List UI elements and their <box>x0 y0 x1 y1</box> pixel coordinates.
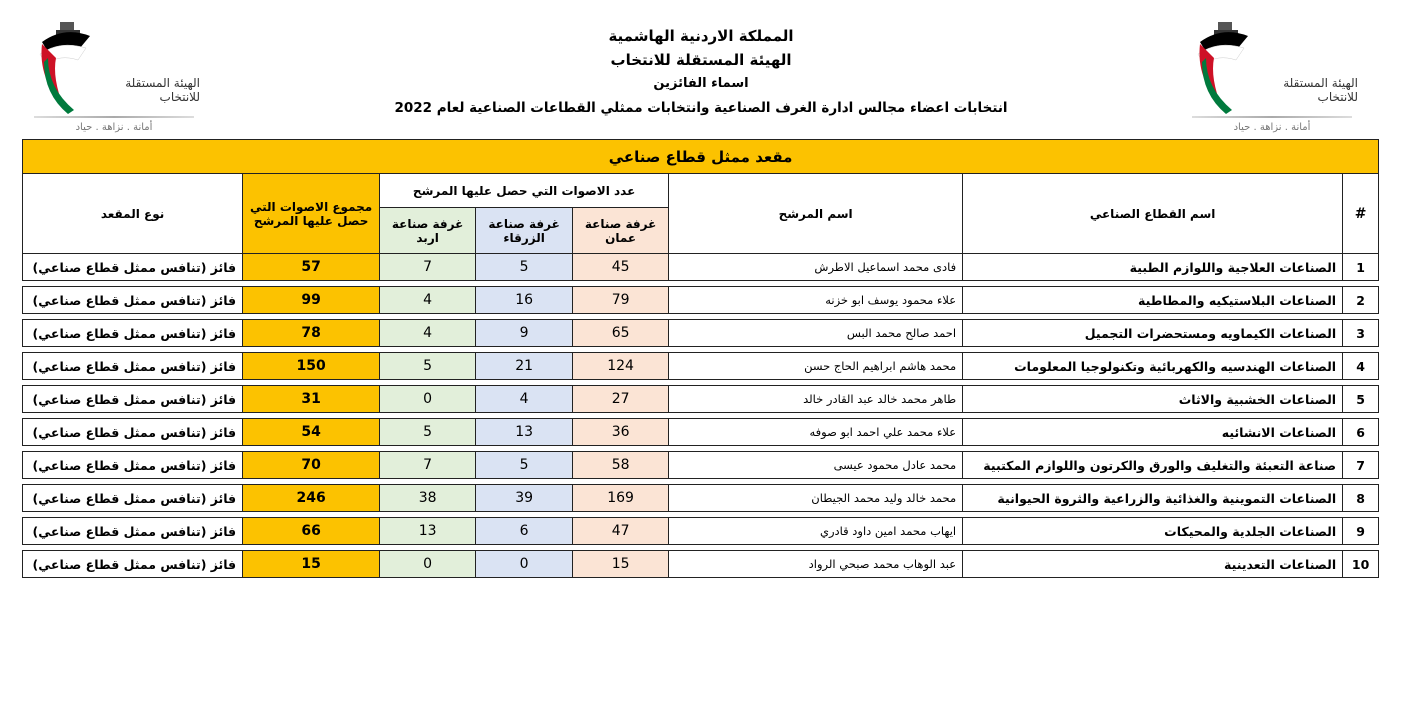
row-number: 2 <box>1343 287 1379 314</box>
row-number: 10 <box>1343 551 1379 578</box>
candidate-name: احمد صالح محمد البس <box>669 320 963 347</box>
votes-total: 15 <box>243 551 380 578</box>
table-row <box>23 254 1379 281</box>
logo-divider <box>1192 116 1352 118</box>
header-titles <box>300 24 1102 120</box>
row-number: 8 <box>1343 485 1379 512</box>
commission-title: الهيئة المستقلة للانتخاب <box>610 51 792 69</box>
seat-type: فائز (تنافس ممثل قطاع صناعي) <box>23 353 243 380</box>
votes-amman: 27 <box>573 386 669 413</box>
votes-zarqa: 5 <box>476 254 573 281</box>
votes-zarqa: 21 <box>476 353 573 380</box>
table-row <box>23 485 1379 512</box>
table-row <box>23 287 1379 314</box>
col-header-seat-type: نوع المقعد <box>23 174 243 254</box>
votes-zarqa: 39 <box>476 485 573 512</box>
candidate-name: عبد الوهاب محمد صبحي الرواد <box>669 551 963 578</box>
votes-total: 57 <box>243 254 380 281</box>
table-row <box>23 386 1379 413</box>
table-row <box>23 551 1379 578</box>
seat-type: فائز (تنافس ممثل قطاع صناعي) <box>23 551 243 578</box>
votes-total: 66 <box>243 518 380 545</box>
votes-irbid: 5 <box>380 353 476 380</box>
logo-org-name: الهيئة المستقلة للانتخاب <box>1283 76 1358 104</box>
votes-amman: 15 <box>573 551 669 578</box>
table-banner-row <box>23 140 1379 174</box>
candidate-name: فادى محمد اسماعيل الاطرش <box>669 254 963 281</box>
col-header-amman: غرفة صناعة عمان <box>573 208 669 254</box>
col-header-total: مجموع الاصوات التي حصل عليها المرشح <box>243 174 380 254</box>
logo-tagline: أمانة . نزاهة . حياد <box>1233 122 1311 133</box>
candidate-name: محمد خالد وليد محمد الجيطان <box>669 485 963 512</box>
votes-amman: 65 <box>573 320 669 347</box>
seat-banner: مقعد ممثل قطاع صناعي <box>23 140 1379 174</box>
table-row <box>23 518 1379 545</box>
votes-irbid: 4 <box>380 287 476 314</box>
sector-name: الصناعات التعدينية <box>963 551 1343 578</box>
votes-amman: 124 <box>573 353 669 380</box>
votes-zarqa: 9 <box>476 320 573 347</box>
votes-irbid: 0 <box>380 386 476 413</box>
sector-name: الصناعات الخشبية والاثاث <box>963 386 1343 413</box>
votes-irbid: 38 <box>380 485 476 512</box>
votes-zarqa: 5 <box>476 452 573 479</box>
candidate-name: علاء محمد علي احمد ابو صوفه <box>669 419 963 446</box>
results-table <box>22 139 1379 578</box>
votes-amman: 47 <box>573 518 669 545</box>
seat-type: فائز (تنافس ممثل قطاع صناعي) <box>23 419 243 446</box>
votes-zarqa: 16 <box>476 287 573 314</box>
candidate-name: محمد هاشم ابراهيم الحاج حسن <box>669 353 963 380</box>
votes-irbid: 7 <box>380 254 476 281</box>
candidate-name: علاء محمود يوسف ابو خزنه <box>669 287 963 314</box>
table-row <box>23 320 1379 347</box>
table-header-row <box>23 174 1379 208</box>
votes-total: 54 <box>243 419 380 446</box>
candidate-name: محمد عادل محمود عيسى <box>669 452 963 479</box>
sector-name: الصناعات الهندسيه والكهربائية وتكنولوجيا المعلومات <box>963 353 1343 380</box>
logo-org-name: الهيئة المستقلة للانتخاب <box>125 76 200 104</box>
row-number: 5 <box>1343 386 1379 413</box>
votes-total: 31 <box>243 386 380 413</box>
seat-type: فائز (تنافس ممثل قطاع صناعي) <box>23 386 243 413</box>
sector-name: الصناعات الانشائيه <box>963 419 1343 446</box>
seat-type: فائز (تنافس ممثل قطاع صناعي) <box>23 518 243 545</box>
col-header-votes-group: عدد الاصوات التي حصل عليها المرشح <box>380 174 669 208</box>
col-header-candidate: اسم المرشح <box>669 174 963 254</box>
candidate-name: ايهاب محمد امين داود قادري <box>669 518 963 545</box>
page-header <box>0 0 1402 140</box>
col-header-irbid: غرفة صناعة اربد <box>380 208 476 254</box>
votes-irbid: 4 <box>380 320 476 347</box>
votes-total: 99 <box>243 287 380 314</box>
seat-type: فائز (تنافس ممثل قطاع صناعي) <box>23 254 243 281</box>
candidate-name: طاهر محمد خالد عبد القادر خالد <box>669 386 963 413</box>
iec-logo-right <box>1192 18 1364 136</box>
seat-type: فائز (تنافس ممثل قطاع صناعي) <box>23 452 243 479</box>
col-header-zarqa: غرفة صناعة الزرقاء <box>476 208 573 254</box>
kingdom-title: المملكة الاردنية الهاشمية <box>608 27 794 45</box>
iec-logo-left <box>34 18 206 136</box>
row-number: 6 <box>1343 419 1379 446</box>
col-header-sector: اسم القطاع الصناعي <box>963 174 1343 254</box>
table-row <box>23 353 1379 380</box>
sector-name: الصناعات العلاجية واللوازم الطبية <box>963 254 1343 281</box>
seat-type: فائز (تنافس ممثل قطاع صناعي) <box>23 287 243 314</box>
votes-amman: 169 <box>573 485 669 512</box>
votes-irbid: 7 <box>380 452 476 479</box>
votes-zarqa: 13 <box>476 419 573 446</box>
votes-irbid: 5 <box>380 419 476 446</box>
votes-total: 78 <box>243 320 380 347</box>
seat-type: فائز (تنافس ممثل قطاع صناعي) <box>23 320 243 347</box>
row-number: 1 <box>1343 254 1379 281</box>
votes-total: 246 <box>243 485 380 512</box>
votes-amman: 45 <box>573 254 669 281</box>
row-number: 4 <box>1343 353 1379 380</box>
votes-zarqa: 4 <box>476 386 573 413</box>
votes-amman: 36 <box>573 419 669 446</box>
votes-zarqa: 0 <box>476 551 573 578</box>
logo-divider <box>34 116 194 118</box>
votes-zarqa: 6 <box>476 518 573 545</box>
election-title: انتخابات اعضاء مجالس ادارة الغرف الصناعية وانتخابات ممثلي القطاعات الصناعية لعام 2022 <box>394 100 1008 116</box>
table-row <box>23 419 1379 446</box>
sector-name: الصناعات البلاستيكيه والمطاطية <box>963 287 1343 314</box>
sector-name: الصناعات الكيماويه ومستحضرات التجميل <box>963 320 1343 347</box>
col-header-hash: # <box>1343 174 1379 254</box>
votes-total: 150 <box>243 353 380 380</box>
row-number: 9 <box>1343 518 1379 545</box>
votes-total: 70 <box>243 452 380 479</box>
row-number: 3 <box>1343 320 1379 347</box>
votes-irbid: 0 <box>380 551 476 578</box>
votes-amman: 58 <box>573 452 669 479</box>
seat-type: فائز (تنافس ممثل قطاع صناعي) <box>23 485 243 512</box>
sector-name: صناعة التعبئة والتغليف والورق والكرتون واللوازم المكتبية <box>963 452 1343 479</box>
votes-irbid: 13 <box>380 518 476 545</box>
winners-title: اسماء الفائزين <box>653 76 749 91</box>
row-number: 7 <box>1343 452 1379 479</box>
sector-name: الصناعات التموينية والغذائية والزراعية والثروة الحيوانية <box>963 485 1343 512</box>
logo-tagline: أمانة . نزاهة . حياد <box>75 122 153 133</box>
table-row <box>23 452 1379 479</box>
votes-amman: 79 <box>573 287 669 314</box>
sector-name: الصناعات الجلدية والمحيكات <box>963 518 1343 545</box>
